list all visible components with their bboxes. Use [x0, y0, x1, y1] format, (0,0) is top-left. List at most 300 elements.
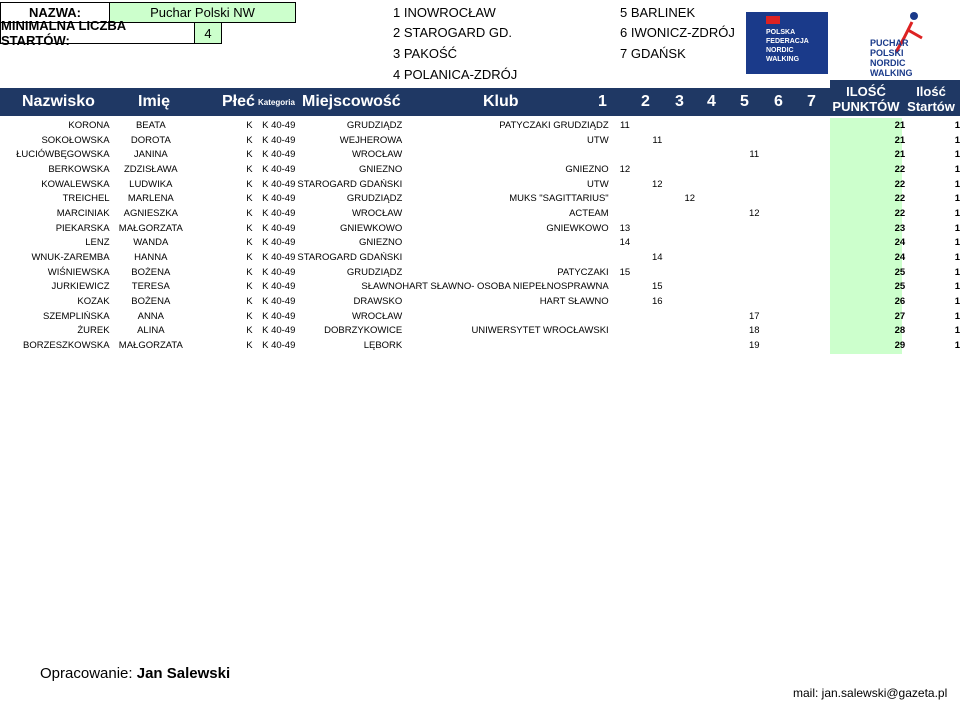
cell-round-2	[641, 206, 673, 221]
cell-gender: K	[246, 193, 253, 205]
cell-gender: K	[246, 340, 253, 352]
cell-surname: PIEKARSKA	[55, 222, 110, 234]
table-row	[0, 236, 960, 251]
svg-text:FEDERACJA: FEDERACJA	[766, 38, 809, 45]
cell-points: 25	[894, 266, 906, 278]
cell-round-4	[706, 147, 738, 162]
cell-round-7	[803, 147, 835, 162]
cell-points: 23	[894, 222, 906, 234]
cell-starts: 1	[954, 134, 960, 146]
cell-round-3	[674, 265, 706, 280]
table-row	[0, 324, 960, 339]
cell-city: STAROGARD GDAŃSKI	[297, 252, 403, 264]
cell-round-5	[738, 265, 770, 280]
cell-club: GNIEWKOWO	[546, 222, 609, 234]
cell-city: STAROGARD GDAŃSKI	[297, 178, 403, 190]
cell-round-3	[674, 338, 706, 353]
table-row	[0, 133, 960, 148]
cell-starts: 1	[954, 296, 960, 308]
cell-city: GRUDZIĄDZ	[346, 266, 403, 278]
cell-starts: 1	[954, 193, 960, 205]
cell-round-5: 11	[749, 149, 760, 161]
cell-round-6	[771, 133, 803, 148]
cell-surname: BERKOWSKA	[48, 163, 110, 175]
cell-round-5	[738, 236, 770, 251]
cell-points: 25	[894, 281, 906, 293]
cell-round-1: 15	[619, 266, 631, 278]
results-table	[0, 118, 960, 353]
cell-round-4	[706, 162, 738, 177]
cell-round-3	[674, 177, 706, 192]
cell-starts: 1	[954, 119, 960, 131]
ppnw-logo	[856, 8, 948, 78]
cell-category: K 40-49	[262, 134, 296, 146]
cell-club	[402, 250, 608, 265]
cell-round-2	[641, 324, 673, 339]
cell-club: PATYCZAKI	[557, 266, 609, 278]
cell-club	[402, 236, 608, 251]
cell-surname: KOZAK	[77, 296, 110, 308]
cell-points: 21	[894, 149, 906, 161]
cell-starts: 1	[954, 310, 960, 322]
cell-round-4	[706, 338, 738, 353]
cell-round-4	[706, 324, 738, 339]
cell-round-6	[771, 191, 803, 206]
svg-text:PUCHAR: PUCHAR	[870, 38, 909, 48]
cell-round-3	[674, 221, 706, 236]
svg-text:NORDIC: NORDIC	[870, 58, 906, 68]
cell-firstname: BOŻENA	[131, 266, 171, 278]
cell-points: 22	[894, 163, 906, 175]
cell-round-7	[803, 265, 835, 280]
cell-round-4	[706, 280, 738, 295]
cell-round-7	[803, 133, 835, 148]
svg-text:WALKING: WALKING	[766, 56, 800, 63]
cell-firstname: MARLENA	[127, 193, 174, 205]
table-row	[0, 221, 960, 236]
cell-starts: 1	[954, 163, 960, 175]
cell-round-3	[674, 162, 706, 177]
cell-round-3	[674, 133, 706, 148]
cell-points: 24	[894, 237, 906, 249]
cell-round-6	[771, 265, 803, 280]
cell-round-4	[706, 177, 738, 192]
table-row	[0, 147, 960, 162]
cell-round-3	[674, 294, 706, 309]
cell-starts: 1	[954, 178, 960, 190]
cell-gender: K	[246, 207, 253, 219]
col-klub: Klub	[483, 93, 519, 110]
prepared-name: Jan Salewski	[136, 665, 231, 682]
cell-round-4	[706, 206, 738, 221]
cell-round-1: 14	[619, 237, 631, 249]
cell-firstname: MAŁGORZATA	[118, 222, 183, 234]
table-row	[0, 265, 960, 280]
cell-round-3	[674, 250, 706, 265]
cell-category: K 40-49	[262, 119, 296, 131]
cell-gender: K	[246, 149, 253, 161]
city-4: 4 POLANICA-ZDRÓJ	[393, 67, 518, 82]
table-row	[0, 162, 960, 177]
cell-round-5: 19	[749, 340, 760, 352]
cell-surname: KORONA	[68, 119, 110, 131]
cell-round-2	[641, 236, 673, 251]
min-starts-label: MINIMALNA LICZBA STARTÓW:	[0, 22, 195, 44]
cell-round-5	[738, 294, 770, 309]
prepared-label: Opracowanie:	[40, 665, 133, 682]
cell-round-4	[706, 133, 738, 148]
cell-round-6	[771, 162, 803, 177]
column-header-bar	[0, 88, 830, 116]
svg-text:NORDIC: NORDIC	[766, 47, 794, 54]
cell-round-1	[609, 338, 641, 353]
cell-category: K 40-49	[262, 340, 296, 352]
cell-gender: K	[246, 281, 253, 293]
cell-club	[402, 338, 608, 353]
cell-surname: SOKOŁOWSKA	[41, 134, 110, 146]
cell-surname: WNUK-ZAREMBA	[31, 252, 110, 264]
cell-points: 28	[894, 325, 906, 337]
cell-round-1	[609, 177, 641, 192]
cell-round-1	[609, 133, 641, 148]
cell-round-5	[738, 221, 770, 236]
cell-category: K 40-49	[262, 310, 296, 322]
cell-city: WROCŁAW	[351, 207, 403, 219]
cell-round-2	[641, 118, 673, 133]
cell-starts: 1	[954, 149, 960, 161]
cell-category: K 40-49	[262, 193, 296, 205]
cell-category: K 40-49	[262, 222, 296, 234]
cell-gender: K	[246, 222, 253, 234]
cell-round-7	[803, 324, 835, 339]
svg-text:WALKING: WALKING	[870, 68, 913, 78]
table-row	[0, 250, 960, 265]
cell-surname: BORZESZKOWSKA	[22, 340, 110, 352]
col-round-5: 5	[740, 93, 749, 110]
cell-city: GRUDZIĄDZ	[346, 119, 403, 131]
col-miejscowosc: Miejscowość	[302, 93, 401, 110]
cell-starts: 1	[954, 252, 960, 264]
name-value: Puchar Polski NW	[109, 2, 296, 23]
cell-gender: K	[246, 134, 253, 146]
cell-round-1: 11	[619, 119, 630, 131]
cell-round-7	[803, 221, 835, 236]
col-points-line1: ILOŚĆ	[846, 84, 886, 99]
cell-round-1	[609, 294, 641, 309]
cell-surname: KOWALEWSKA	[41, 178, 110, 190]
cell-points: 21	[894, 119, 906, 131]
cell-round-7	[803, 162, 835, 177]
cell-surname: ŻUREK	[77, 325, 110, 337]
cell-gender: K	[246, 237, 253, 249]
cell-round-7	[803, 294, 835, 309]
cell-round-5	[738, 118, 770, 133]
cell-round-1	[609, 191, 641, 206]
cell-city: DOBRZYKOWICE	[324, 325, 403, 337]
cell-points: 22	[894, 193, 906, 205]
cell-round-5: 12	[749, 207, 760, 219]
city-7: 7 GDAŃSK	[620, 46, 686, 61]
min-starts-value: 4	[194, 22, 222, 44]
cell-points: 22	[894, 207, 906, 219]
table-row	[0, 338, 960, 353]
cell-club: HART SŁAWNO	[539, 296, 609, 308]
cell-club: ACTEAM	[569, 207, 609, 219]
cell-points: 26	[894, 296, 906, 308]
cell-firstname: AGNIESZKA	[123, 207, 178, 219]
cell-points: 21	[894, 134, 906, 146]
cell-category: K 40-49	[262, 149, 296, 161]
cell-round-2: 15	[652, 281, 663, 293]
cell-surname: SZEMPLIŃSKA	[43, 310, 110, 322]
ppnw-logo-graphic	[856, 8, 948, 78]
col-round-4: 4	[707, 93, 716, 110]
cell-round-2	[641, 162, 673, 177]
cell-city: DRAWSKO	[353, 296, 403, 308]
cell-firstname: WANDA	[133, 237, 169, 249]
svg-text:POLSKI: POLSKI	[870, 48, 904, 58]
cell-city: SŁAWNO	[361, 281, 403, 293]
table-row	[0, 280, 960, 295]
cell-club: UTW	[587, 134, 609, 146]
cell-round-4	[706, 250, 738, 265]
cell-round-2: 16	[652, 296, 663, 308]
cell-round-4	[706, 221, 738, 236]
prepared-by	[40, 665, 230, 682]
cell-round-5	[738, 177, 770, 192]
cell-round-1	[609, 250, 641, 265]
cell-round-6	[771, 338, 803, 353]
cell-firstname: BOŻENA	[131, 296, 171, 308]
cell-round-5	[738, 250, 770, 265]
cell-round-4	[706, 309, 738, 324]
cell-round-1: 12	[619, 163, 631, 175]
cell-club	[402, 147, 608, 162]
city-2: 2 STAROGARD GD.	[393, 25, 512, 40]
city-5: 5 BARLINEK	[620, 5, 696, 20]
cell-club: UNIWERSYTET WROCŁAWSKI	[471, 325, 609, 337]
col-round-1: 1	[598, 93, 607, 110]
cell-club: GNIEZNO	[565, 163, 609, 175]
cell-round-6	[771, 177, 803, 192]
cell-surname: WIŚNIEWSKA	[47, 266, 110, 278]
cell-round-4	[706, 118, 738, 133]
cell-surname: MARCINIAK	[56, 207, 110, 219]
cell-firstname: ALINA	[137, 325, 165, 337]
cell-round-2	[641, 191, 673, 206]
cell-round-7	[803, 250, 835, 265]
cell-round-2	[641, 338, 673, 353]
cell-gender: K	[246, 296, 253, 308]
cell-starts: 1	[954, 237, 960, 249]
cell-round-2: 12	[652, 178, 663, 190]
cell-city: GNIEZNO	[358, 163, 403, 175]
cell-round-4	[706, 265, 738, 280]
cell-round-2	[641, 221, 673, 236]
cell-round-7	[803, 118, 835, 133]
cell-round-4	[706, 191, 738, 206]
cell-category: K 40-49	[262, 163, 296, 175]
cell-round-2	[641, 265, 673, 280]
col-nazwisko: Nazwisko	[22, 93, 95, 110]
cell-round-3	[674, 118, 706, 133]
col-round-3: 3	[675, 93, 684, 110]
cell-points: 22	[894, 178, 906, 190]
cell-round-2: 14	[652, 252, 663, 264]
cell-gender: K	[246, 325, 253, 337]
pfnw-logo	[746, 12, 828, 74]
cell-club: HART SŁAWNO- OSOBA NIEPEŁNOSPRAWNA	[402, 281, 609, 293]
cell-city: GRUDZIĄDZ	[346, 193, 403, 205]
city-3: 3 PAKOŚĆ	[393, 46, 458, 61]
cell-starts: 1	[954, 222, 960, 234]
name-label: NAZWA:	[0, 2, 110, 23]
table-row	[0, 177, 960, 192]
col-kategoria: Kategoria	[258, 98, 295, 107]
cell-points: 24	[894, 252, 906, 264]
cell-round-1	[609, 324, 641, 339]
cell-firstname: MAŁGORZATA	[118, 340, 183, 352]
cell-category: K 40-49	[262, 325, 296, 337]
cell-round-2	[641, 147, 673, 162]
cell-round-2	[641, 309, 673, 324]
cell-round-7	[803, 338, 835, 353]
cell-surname: ŁUCIÓWBĘGOWSKA	[16, 149, 110, 161]
cell-round-7	[803, 309, 835, 324]
cell-club: UTW	[587, 178, 609, 190]
cell-round-3: 12	[684, 193, 696, 205]
cell-round-4	[706, 236, 738, 251]
cell-round-6	[771, 250, 803, 265]
col-starts-line1: Ilość	[916, 84, 946, 99]
cell-round-5	[738, 191, 770, 206]
cell-surname: TREICHEL	[62, 193, 110, 205]
cell-gender: K	[246, 266, 253, 278]
cell-round-6	[771, 324, 803, 339]
cell-round-4	[706, 294, 738, 309]
cell-round-1: 13	[619, 222, 631, 234]
cell-round-3	[674, 324, 706, 339]
cell-round-2: 11	[652, 134, 663, 146]
cell-gender: K	[246, 310, 253, 322]
cell-round-7	[803, 191, 835, 206]
pfnw-logo-graphic	[746, 12, 828, 74]
table-row	[0, 206, 960, 221]
cell-club: PATYCZAKI GRUDZIĄDZ	[499, 119, 609, 131]
col-round-6: 6	[774, 93, 783, 110]
cell-starts: 1	[954, 325, 960, 337]
cell-round-3	[674, 236, 706, 251]
col-plec: Płeć	[222, 93, 255, 110]
cell-round-6	[771, 206, 803, 221]
cell-round-7	[803, 236, 835, 251]
cell-city: WROCŁAW	[351, 149, 403, 161]
cell-gender: K	[246, 252, 253, 264]
cell-firstname: LUDWIKA	[129, 178, 173, 190]
cell-surname: LENZ	[85, 237, 110, 249]
cell-round-1	[609, 206, 641, 221]
cell-round-3	[674, 206, 706, 221]
cell-city: WEJHEROWA	[339, 134, 403, 146]
cell-starts: 1	[954, 340, 960, 352]
cell-round-6	[771, 309, 803, 324]
cell-round-7	[803, 206, 835, 221]
cell-club	[402, 309, 608, 324]
contact-email: mail: jan.salewski@gazeta.pl	[793, 686, 948, 700]
col-points-line2: PUNKTÓW	[832, 99, 900, 114]
cell-city: GNIEZNO	[358, 237, 403, 249]
table-row	[0, 118, 960, 133]
cell-round-6	[771, 280, 803, 295]
city-1: 1 INOWROCŁAW	[393, 5, 496, 20]
cell-round-5	[738, 133, 770, 148]
cell-gender: K	[246, 119, 253, 131]
col-round-2: 2	[641, 93, 650, 110]
cell-round-6	[771, 221, 803, 236]
cell-category: K 40-49	[262, 281, 296, 293]
cell-round-5	[738, 280, 770, 295]
cell-round-6	[771, 147, 803, 162]
cell-round-5: 17	[749, 310, 760, 322]
cell-firstname: TERESA	[131, 281, 170, 293]
cell-starts: 1	[954, 207, 960, 219]
cell-gender: K	[246, 178, 253, 190]
cell-firstname: JANINA	[133, 149, 168, 161]
cell-round-7	[803, 177, 835, 192]
cell-gender: K	[246, 163, 253, 175]
cell-round-1	[609, 147, 641, 162]
table-row	[0, 191, 960, 206]
cell-round-5	[738, 162, 770, 177]
table-row	[0, 309, 960, 324]
cell-category: K 40-49	[262, 178, 296, 190]
cell-category: K 40-49	[262, 207, 296, 219]
cell-round-3	[674, 147, 706, 162]
table-row	[0, 294, 960, 309]
cell-category: K 40-49	[262, 252, 296, 264]
cell-city: WROCŁAW	[351, 310, 403, 322]
cell-points: 27	[894, 310, 906, 322]
cell-round-6	[771, 294, 803, 309]
cell-city: GNIEWKOWO	[339, 222, 403, 234]
cell-firstname: HANNA	[134, 252, 168, 264]
cell-firstname: ANNA	[137, 310, 165, 322]
col-starts-line2: Startów	[907, 99, 955, 114]
cell-firstname: DOROTA	[130, 134, 171, 146]
col-starts	[902, 84, 960, 114]
cell-points: 29	[894, 340, 906, 352]
col-points	[830, 84, 902, 114]
cell-city: LĘBORK	[363, 340, 403, 352]
cell-round-6	[771, 236, 803, 251]
cell-surname: JURKIEWICZ	[51, 281, 110, 293]
col-imie: Imię	[138, 93, 171, 110]
cell-category: K 40-49	[262, 237, 296, 249]
cell-firstname: ZDZISŁAWA	[123, 163, 178, 175]
cell-round-7	[803, 280, 835, 295]
cell-starts: 1	[954, 266, 960, 278]
city-6: 6 IWONICZ-ZDRÓJ	[620, 25, 735, 40]
cell-category: K 40-49	[262, 296, 296, 308]
cell-round-1	[609, 280, 641, 295]
cell-round-5: 18	[749, 325, 760, 337]
cell-starts: 1	[954, 281, 960, 293]
cell-round-3	[674, 280, 706, 295]
col-round-7: 7	[807, 93, 816, 110]
cell-round-3	[674, 309, 706, 324]
cell-club: MUKS "SAGITTARIUS"	[509, 193, 609, 205]
cell-round-6	[771, 118, 803, 133]
